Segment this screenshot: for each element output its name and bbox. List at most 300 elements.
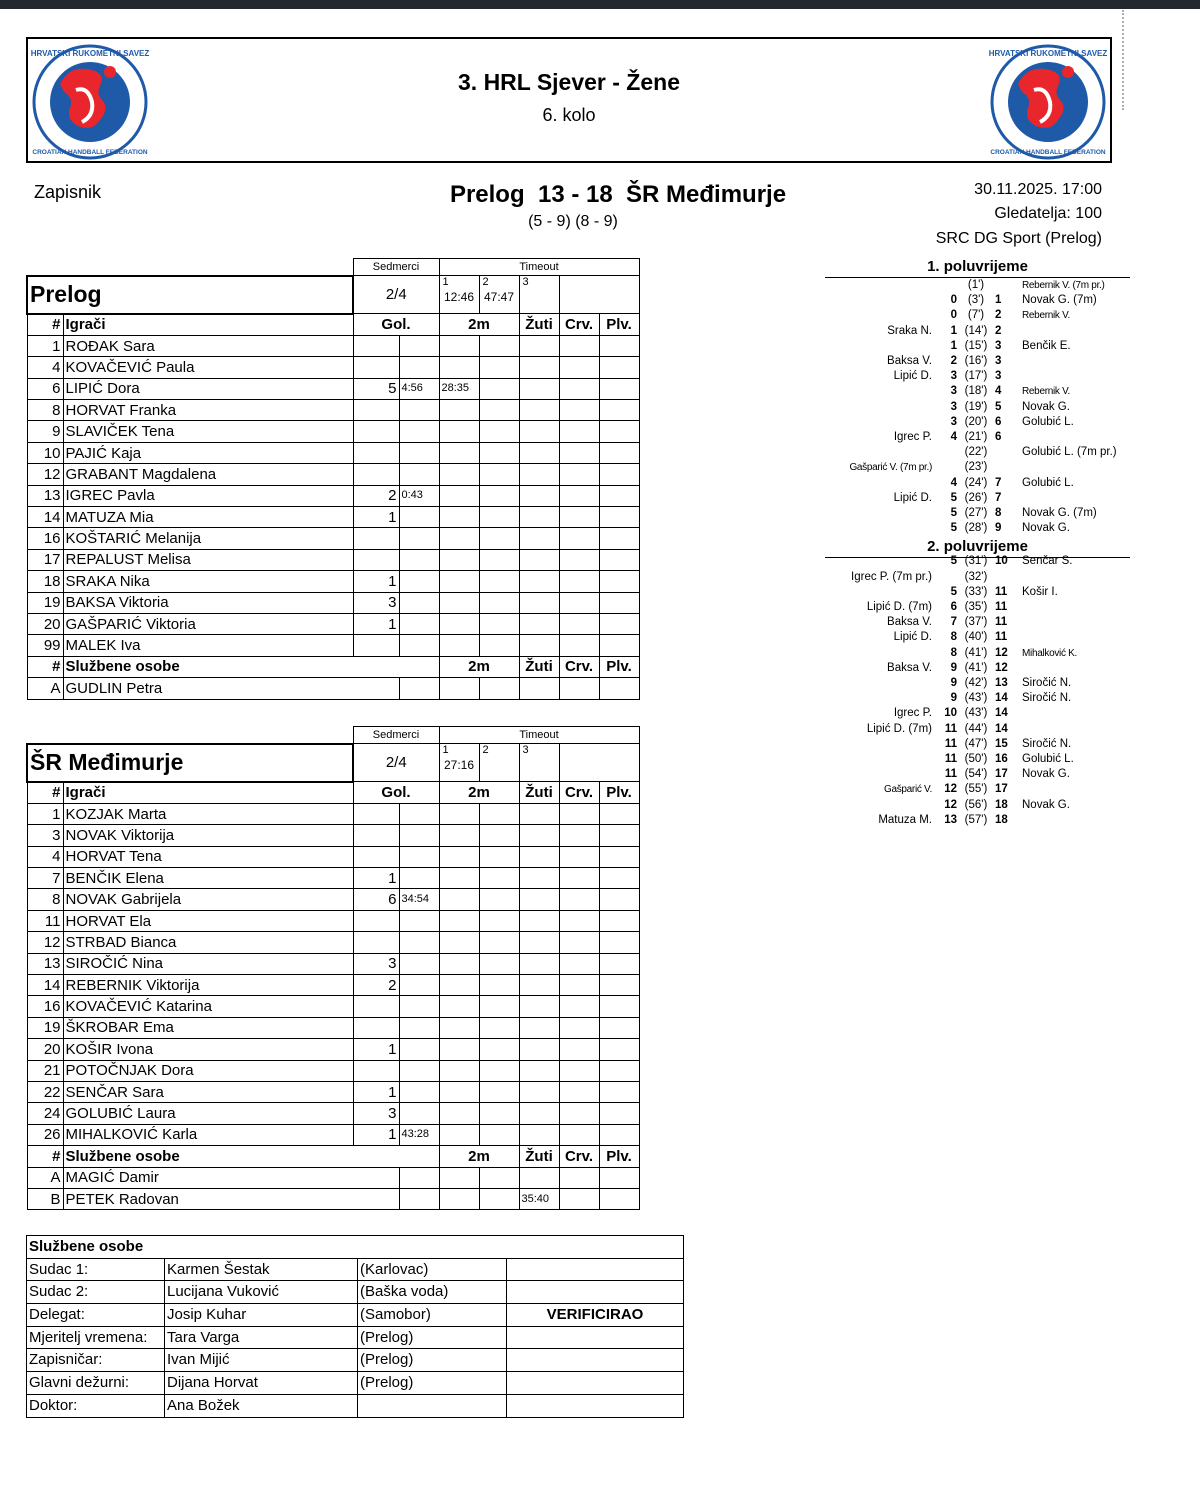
verification-note [507, 1394, 684, 1417]
away-score: 2 [995, 309, 1002, 322]
goal-event [825, 491, 1130, 506]
away-team-name: ŠR Međimurje [626, 181, 787, 208]
event-minute: (41') [964, 646, 988, 659]
away-score: 3 [995, 355, 1002, 367]
player-row [27, 975, 639, 996]
away-scorer: Rebernik V. [1022, 386, 1071, 398]
away-score: 7 [995, 476, 1002, 489]
player-row [27, 803, 639, 824]
two-min-3 [479, 378, 519, 399]
yellow-card: 35:40 [519, 1188, 559, 1209]
event-minute: (37') [964, 616, 988, 629]
player-number: 99 [27, 635, 63, 656]
two-min-2 [439, 868, 479, 889]
sedmerci-value: 2/4 [353, 276, 439, 314]
two-min-1 [399, 421, 439, 442]
goal-event [825, 354, 1130, 369]
blue-card [599, 846, 639, 867]
yellow-card [519, 357, 559, 378]
player-number: 26 [27, 1124, 63, 1145]
verification-note: VERIFICIRAO [507, 1304, 684, 1327]
official-city: (Prelog) [358, 1326, 507, 1349]
red-card [559, 846, 599, 867]
two-min-2 [439, 1060, 479, 1081]
official-role: Delegat: [27, 1304, 165, 1327]
player-number: 13 [27, 485, 63, 506]
red-card [559, 335, 599, 356]
home-scorer: Gašparić V. [883, 784, 932, 796]
home-score: 10 [944, 707, 957, 720]
two-min-3 [479, 910, 519, 931]
two-min-1 [399, 803, 439, 824]
goal-event [825, 554, 1130, 569]
player-number: 20 [27, 1039, 63, 1060]
blue-card [599, 571, 639, 592]
event-minute: (21') [964, 431, 988, 443]
two-min-3 [479, 1017, 519, 1038]
away-score: 18 [995, 813, 1008, 826]
blue-card [599, 485, 639, 506]
blue-card [599, 1039, 639, 1060]
home-score: 11 [944, 768, 957, 781]
blue-card [599, 803, 639, 824]
home-score: 6 [950, 601, 957, 613]
blue-card [599, 442, 639, 463]
player-goals: 1 [353, 613, 399, 634]
event-minute: (31') [964, 555, 988, 568]
blue-card [599, 635, 639, 656]
blue-card [599, 549, 639, 570]
player-name: LIPIĆ Dora [63, 378, 353, 399]
svg-text:HRVATSKI RUKOMETNI SAVEZ: HRVATSKI RUKOMETNI SAVEZ [988, 49, 1108, 58]
yellow-card [519, 464, 559, 485]
home-score: 2 [950, 355, 957, 367]
player-number: 6 [27, 378, 63, 399]
away-scorer: Siročić N. [1022, 737, 1072, 750]
official-name: MAGIĆ Damir [63, 1167, 399, 1188]
home-score: 12 [944, 798, 957, 811]
document-header [26, 37, 1112, 163]
player-row [27, 421, 639, 442]
two-min-1 [399, 678, 439, 699]
player-goals: 1 [353, 1124, 399, 1145]
red-card [559, 1188, 599, 1209]
player-goals [353, 825, 399, 846]
blue-card [599, 378, 639, 399]
goal-event [825, 813, 1130, 828]
official-city: (Prelog) [358, 1349, 507, 1372]
team-official-row [27, 1188, 639, 1209]
goal-event [825, 400, 1130, 415]
blue-card [599, 400, 639, 421]
player-name: SIROČIĆ Nina [63, 953, 353, 974]
two-min-1 [399, 335, 439, 356]
two-min-1 [399, 635, 439, 656]
two-min-3 [479, 868, 519, 889]
player-goals [353, 549, 399, 570]
red-card [559, 378, 599, 399]
home-score: 9 [950, 661, 957, 674]
match-result [373, 181, 863, 209]
blue-card [599, 357, 639, 378]
red-card [559, 868, 599, 889]
blue-card [599, 1167, 639, 1188]
timeout-1: 1 27:16 [439, 744, 479, 782]
two-min-2 [439, 507, 479, 528]
event-minute: (42') [964, 677, 988, 689]
blue-card [599, 613, 639, 634]
two-min-1 [399, 571, 439, 592]
away-scorer: Novak G. [1022, 522, 1070, 535]
home-team-table [26, 258, 640, 700]
match-datetime: 30.11.2025. 17:00 [974, 181, 1102, 198]
player-row [27, 825, 639, 846]
yellow-card [519, 549, 559, 570]
two-min-2 [439, 846, 479, 867]
player-row [27, 592, 639, 613]
home-scorer: Matuza M. [878, 813, 932, 826]
official-role: Sudac 1: [27, 1258, 165, 1281]
red-card [559, 421, 599, 442]
player-goals: 3 [353, 953, 399, 974]
player-number: 11 [27, 910, 63, 931]
player-name: BENČIK Elena [63, 868, 353, 889]
two-min-1 [399, 825, 439, 846]
player-name: HORVAT Ela [63, 910, 353, 931]
two-min-2 [439, 571, 479, 592]
player-number: 22 [27, 1081, 63, 1102]
officials-header-row: # Službene osobe 2m Žuti Crv. Plv. [27, 656, 639, 677]
timeout-3: 3 [519, 744, 559, 782]
home-scorer: Gašparić V. (7m pr.) [849, 462, 932, 474]
blue-card [599, 868, 639, 889]
away-score: 14 [995, 722, 1008, 735]
player-number: 12 [27, 464, 63, 485]
official-letter: A [27, 678, 63, 699]
timeout-header: Timeout [439, 259, 639, 276]
two-min-2 [439, 485, 479, 506]
player-row [27, 357, 639, 378]
blue-card [599, 1017, 639, 1038]
two-min-3 [479, 571, 519, 592]
player-name: KOŠIR Ivona [63, 1039, 353, 1060]
yellow-card [519, 803, 559, 824]
yellow-card [519, 442, 559, 463]
final-score: 13 - 18 [537, 181, 613, 208]
two-min-3 [479, 592, 519, 613]
two-min-2: 28:35 [439, 378, 479, 399]
two-min-3 [479, 1039, 519, 1060]
event-minute: (23') [964, 461, 988, 474]
player-number: 8 [27, 400, 63, 421]
two-min-1 [399, 1017, 439, 1038]
halftime-scores: (5 - 9) (8 - 9) [528, 213, 618, 230]
player-number: 1 [27, 803, 63, 824]
official-city: (Karlovac) [358, 1258, 507, 1281]
away-score: 7 [995, 491, 1002, 504]
two-min-2 [439, 335, 479, 356]
home-score: 0 [950, 309, 957, 322]
event-minute: (43') [964, 692, 988, 705]
goal-event [825, 293, 1130, 308]
player-name: POTOČNJAK Dora [63, 1060, 353, 1081]
red-card [559, 549, 599, 570]
federation-logo-right [988, 42, 1108, 162]
player-name: REBERNIK Viktorija [63, 975, 353, 996]
goal-event [825, 460, 1130, 475]
player-goals: 1 [353, 868, 399, 889]
two-min-2 [439, 910, 479, 931]
player-name: KOZJAK Marta [63, 803, 353, 824]
event-minute: (47') [964, 737, 988, 750]
home-score: 9 [950, 692, 957, 705]
goal-event [825, 384, 1130, 399]
player-number: 20 [27, 613, 63, 634]
official-city: (Samobor) [358, 1304, 507, 1327]
player-number: 18 [27, 571, 63, 592]
red-card [559, 507, 599, 528]
official-letter: A [27, 1167, 63, 1188]
two-min-3 [479, 678, 519, 699]
two-min-1 [399, 592, 439, 613]
two-min-1 [399, 528, 439, 549]
two-min-2 [439, 932, 479, 953]
goal-event [825, 278, 1130, 293]
two-min-3 [479, 1081, 519, 1102]
player-goals: 1 [353, 507, 399, 528]
blue-card [599, 932, 639, 953]
goal-event [825, 430, 1130, 445]
two-min-2 [439, 592, 479, 613]
verification-note [507, 1326, 684, 1349]
home-score: 5 [950, 507, 957, 519]
two-min-2 [439, 528, 479, 549]
two-min-3 [479, 996, 519, 1017]
player-number: 14 [27, 975, 63, 996]
yellow-card [519, 507, 559, 528]
player-row [27, 485, 639, 506]
player-name: KOŠTARIĆ Melanija [63, 528, 353, 549]
event-minute: (56') [964, 798, 988, 811]
team-name: Prelog [27, 276, 353, 314]
player-row [27, 996, 639, 1017]
goal-event [825, 706, 1130, 721]
official-name: Dijana Horvat [165, 1372, 358, 1395]
yellow-card [519, 953, 559, 974]
home-score: 12 [944, 783, 957, 796]
away-score: 11 [995, 631, 1008, 644]
player-name: HORVAT Tena [63, 846, 353, 867]
event-minute: (20') [964, 415, 988, 428]
event-minute: (44') [964, 722, 988, 735]
two-min-3 [479, 485, 519, 506]
two-min-1 [399, 953, 439, 974]
player-row [27, 868, 639, 889]
player-goals [353, 442, 399, 463]
two-min-1: 4:56 [399, 378, 439, 399]
away-scorer: Siročić N. [1022, 692, 1072, 705]
red-card [559, 1103, 599, 1124]
home-scorer: Igrec P. [893, 431, 932, 443]
verification-note [507, 1372, 684, 1395]
two-min-1 [399, 846, 439, 867]
red-card [559, 1081, 599, 1102]
goal-event [825, 445, 1130, 460]
player-row [27, 1103, 639, 1124]
two-min-1 [399, 442, 439, 463]
player-name: MIHALKOVIĆ Karla [63, 1124, 353, 1145]
player-name: SRAKA Nika [63, 571, 353, 592]
player-number: 16 [27, 996, 63, 1017]
official-city: (Baška voda) [358, 1281, 507, 1304]
blue-card [599, 1103, 639, 1124]
player-name: IGREC Pavla [63, 485, 353, 506]
two-min-2 [439, 678, 479, 699]
two-min-2 [439, 803, 479, 824]
away-score: 14 [995, 707, 1008, 720]
league-title: 3. HRL Sjever - Žene [458, 69, 680, 95]
team-official-row [27, 1167, 639, 1188]
player-number: 19 [27, 1017, 63, 1038]
two-min-1 [399, 357, 439, 378]
official-role: Mjeritelj vremena: [27, 1326, 165, 1349]
two-min-2 [439, 400, 479, 421]
yellow-card [519, 1167, 559, 1188]
player-name: SLAVIČEK Tena [63, 421, 353, 442]
event-minute: (28') [964, 522, 988, 535]
event-minute: (50') [964, 753, 988, 765]
red-card [559, 571, 599, 592]
yellow-card [519, 1017, 559, 1038]
player-goals: 3 [353, 592, 399, 613]
two-min-2 [439, 889, 479, 910]
player-number: 10 [27, 442, 63, 463]
verification-note [507, 1281, 684, 1304]
officials-title: Službene osobe [27, 1236, 684, 1259]
event-minute: (1') [967, 279, 985, 291]
blue-card [599, 975, 639, 996]
blue-card [599, 335, 639, 356]
player-name: REPALUST Melisa [63, 549, 353, 570]
player-name: MALEK Iva [63, 635, 353, 656]
home-scorer: Baksa V. [887, 616, 932, 629]
event-minute: (15') [964, 339, 988, 352]
away-scorer: Novak G. (7m) [1022, 294, 1097, 307]
event-minute: (26') [964, 491, 988, 504]
two-min-2 [439, 635, 479, 656]
red-card [559, 975, 599, 996]
away-scorer: Golubić L. (7m pr.) [1022, 446, 1117, 459]
player-goals [353, 464, 399, 485]
red-card [559, 889, 599, 910]
two-min-2 [439, 1081, 479, 1102]
federation-logo-left [30, 42, 150, 162]
home-score: 8 [950, 646, 957, 659]
goal-event [825, 308, 1130, 323]
official-row [27, 1372, 684, 1395]
two-min-2 [439, 1188, 479, 1209]
home-score: 11 [944, 737, 957, 750]
red-card [559, 357, 599, 378]
two-min-2 [439, 996, 479, 1017]
team-name: ŠR Međimurje [27, 744, 353, 782]
player-row [27, 528, 639, 549]
player-row [27, 1124, 639, 1145]
yellow-card [519, 1124, 559, 1145]
player-goals [353, 846, 399, 867]
player-goals [353, 1060, 399, 1081]
away-score: 3 [995, 339, 1002, 352]
player-name: HORVAT Franka [63, 400, 353, 421]
player-row [27, 335, 639, 356]
yellow-card [519, 868, 559, 889]
top-status-bar [0, 0, 1200, 9]
blue-card [599, 825, 639, 846]
two-min-3 [479, 464, 519, 485]
player-row [27, 378, 639, 399]
blue-card [599, 1060, 639, 1081]
player-goals: 3 [353, 1103, 399, 1124]
two-min-3 [479, 803, 519, 824]
red-card [559, 1039, 599, 1060]
blue-card [599, 996, 639, 1017]
round-label: 6. kolo [542, 105, 596, 125]
goal-event [825, 737, 1130, 752]
verification-note [507, 1349, 684, 1372]
two-min-1: 43:28 [399, 1124, 439, 1145]
official-role: Glavni dežurni: [27, 1372, 165, 1395]
svg-text:CROATIAN HANDBALL FEDERATION: CROATIAN HANDBALL FEDERATION [990, 149, 1106, 156]
player-goals: 1 [353, 1081, 399, 1102]
official-name: GUDLIN Petra [63, 678, 399, 699]
away-score: 17 [995, 783, 1008, 796]
two-min-1 [399, 613, 439, 634]
two-min-2 [439, 1124, 479, 1145]
player-row [27, 1039, 639, 1060]
half2-header: 2. poluvrijeme [825, 538, 1130, 558]
svg-text:HRVATSKI RUKOMETNI SAVEZ: HRVATSKI RUKOMETNI SAVEZ [30, 49, 150, 58]
two-min-3 [479, 528, 519, 549]
home-score: 3 [950, 415, 957, 428]
yellow-card [519, 378, 559, 399]
player-row [27, 1060, 639, 1081]
yellow-card [519, 485, 559, 506]
yellow-card [519, 635, 559, 656]
player-number: 24 [27, 1103, 63, 1124]
player-goals: 1 [353, 1039, 399, 1060]
away-scorer: Novak G. [1022, 400, 1070, 413]
two-min-3 [479, 1103, 519, 1124]
player-number: 8 [27, 889, 63, 910]
goal-event [825, 506, 1130, 521]
home-scorer: Baksa V. [887, 355, 932, 367]
away-score: 6 [995, 415, 1002, 428]
official-name: Ana Božek [165, 1394, 358, 1417]
player-number: 21 [27, 1060, 63, 1081]
player-goals [353, 357, 399, 378]
two-min-1 [399, 910, 439, 931]
blue-card [599, 910, 639, 931]
event-minute: (41') [964, 661, 988, 674]
red-card [559, 910, 599, 931]
home-scorer: Lipić D. (7m) [866, 601, 932, 613]
official-row [27, 1281, 684, 1304]
away-score: 10 [995, 555, 1008, 568]
event-minute: (35') [964, 601, 988, 613]
home-score: 0 [950, 294, 957, 307]
player-name: MATUZA Mia [63, 507, 353, 528]
player-row [27, 400, 639, 421]
